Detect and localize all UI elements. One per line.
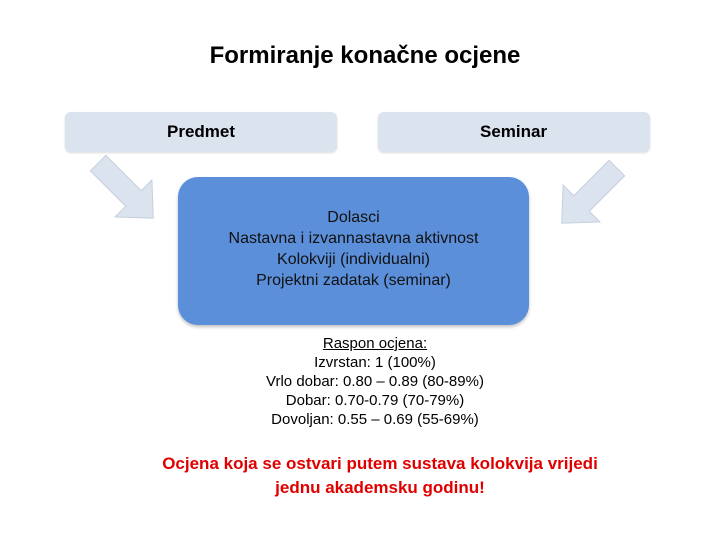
component-item: Dolasci (327, 209, 380, 226)
right-arrow-icon (543, 150, 635, 242)
grade-range-item: Vrlo dobar: 0.80 – 0.89 (80-89%) (266, 373, 484, 390)
component-item: Nastavna i izvannastavna aktivnost (228, 230, 479, 247)
validity-note (0, 452, 720, 500)
note-line: Ocjena koja se ostvari putem sustava kolokvija vrijedi (162, 454, 598, 473)
grade-range (0, 334, 720, 429)
components-box (178, 177, 529, 325)
component-item: Kolokviji (individualni) (277, 251, 430, 268)
page-title: Formiranje konačne ocjene (209, 42, 521, 69)
grade-range-heading: Raspon ocjena: (322, 335, 428, 352)
component-item: Projektni zadatak (seminar) (256, 272, 451, 289)
note-line: jednu akademsku godinu! (275, 478, 485, 497)
left-arrow-icon (80, 145, 172, 237)
grade-range-item: Izvrstan: 1 (100%) (314, 354, 436, 371)
seminar-label: Seminar (480, 122, 548, 141)
grade-range-item: Dovoljan: 0.55 – 0.69 (55-69%) (271, 411, 479, 428)
grade-range-item: Dobar: 0.70-0.79 (70-79%) (285, 392, 465, 409)
predmet-label: Predmet (167, 122, 236, 141)
